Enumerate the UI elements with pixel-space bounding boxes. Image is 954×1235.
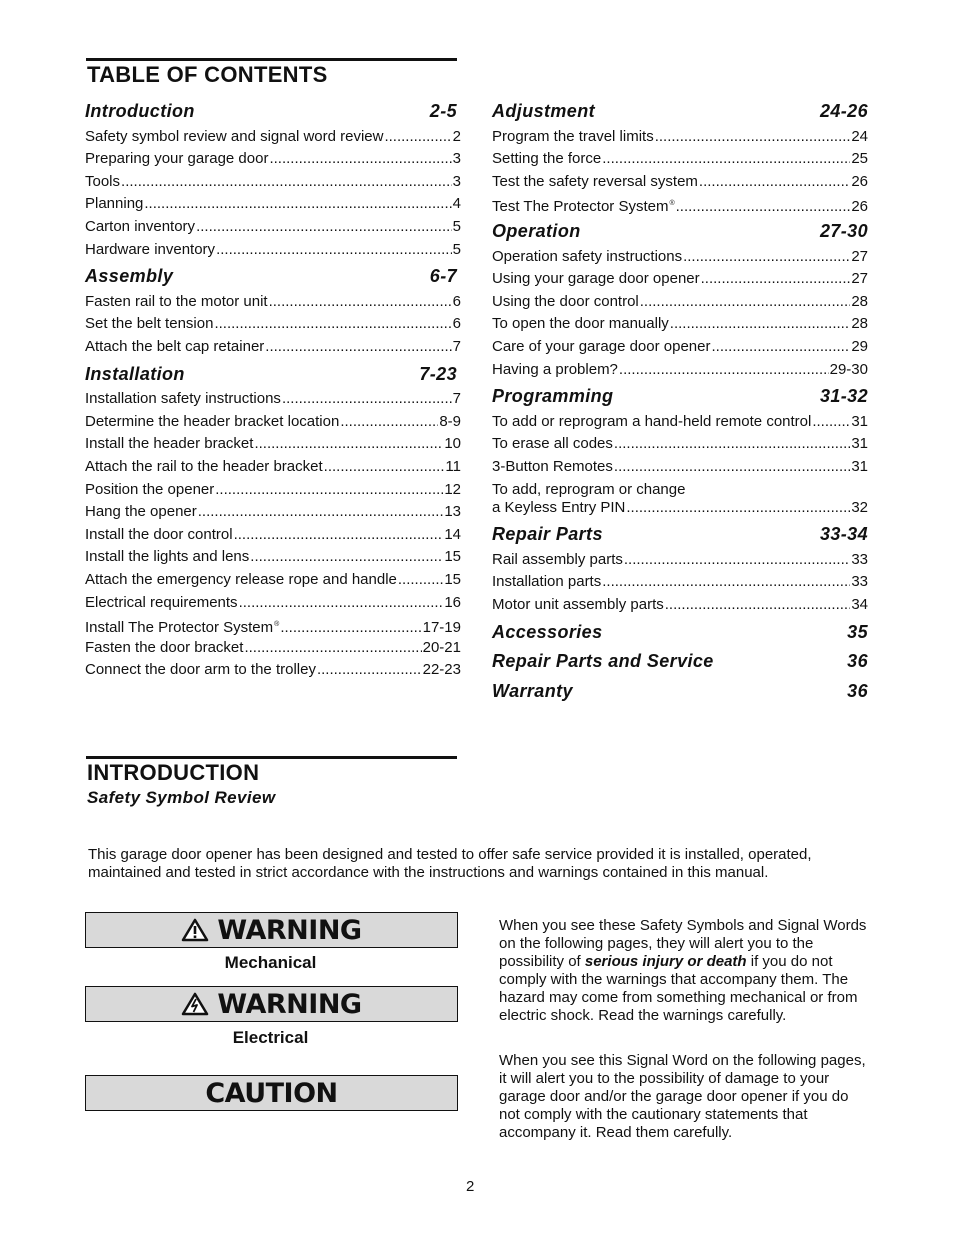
- toc-entry-label: Setting the force: [492, 150, 602, 167]
- toc-entry[interactable]: [492, 573, 868, 591]
- leader-dots: [144, 195, 451, 213]
- toc-entry[interactable]: [85, 571, 461, 589]
- toc-entry-page: 31: [851, 413, 868, 430]
- leader-dots: [121, 173, 452, 191]
- toc-entry-label: a Keyless Entry PIN: [492, 499, 626, 516]
- toc-entry-label: [85, 616, 279, 637]
- toc-entry[interactable]: [85, 315, 461, 333]
- toc-entry-page: 14: [444, 526, 461, 543]
- toc-entry-page: 15: [444, 571, 461, 588]
- toc-entry[interactable]: [85, 195, 461, 213]
- toc-entry[interactable]: [492, 150, 868, 168]
- toc-section-repair-parts-and-service[interactable]: [492, 651, 868, 672]
- leader-dots: [282, 390, 452, 408]
- toc-entry-label: Operation safety instructions: [492, 248, 683, 265]
- toc-entry-page: 26: [851, 173, 868, 190]
- leader-dots: [655, 128, 851, 146]
- toc-entry-label: Safety symbol review and signal word review: [85, 128, 384, 145]
- toc-entry-page: 25: [851, 150, 868, 167]
- leader-dots: [624, 551, 850, 569]
- toc-entry-page: 13: [444, 503, 461, 520]
- signal-word-explanation: When you see this Signal Word on the following pages, it will alert you to the possibility of damage to your garage door and/or the garage door opener if you do not comply with the cautionary statements that accompany it. Read them carefully.: [499, 1052, 866, 1141]
- intro-top-rule: [86, 756, 457, 759]
- electrical-hazard-icon: [181, 992, 209, 1016]
- toc-entry-label: To open the door manually: [492, 315, 669, 332]
- toc-entry[interactable]: [492, 596, 868, 614]
- toc-entry[interactable]: [85, 616, 461, 637]
- toc-entry[interactable]: [492, 293, 868, 311]
- symbols-text-before: When you see these Safety Symbols and Signal Words on the following pages, they will alert you to the possibility of: [499, 917, 867, 970]
- toc-entry-label: 3-Button Remotes: [492, 458, 613, 475]
- toc-section-installation: [85, 364, 457, 385]
- section-pages: 36: [847, 651, 868, 671]
- toc-entry-label: Install the header bracket: [85, 435, 254, 452]
- toc-entry[interactable]: [85, 548, 461, 566]
- leader-dots: [254, 435, 443, 453]
- leader-dots: [384, 128, 451, 146]
- leader-dots: [614, 458, 850, 476]
- section-title: Operation: [492, 221, 581, 241]
- leader-dots: [398, 571, 443, 589]
- leader-dots: [214, 315, 451, 333]
- toc-entry-page: 7: [452, 338, 461, 355]
- section-pages: 35: [847, 622, 868, 642]
- leader-dots: [812, 413, 850, 431]
- toc-entry-page: 31: [851, 458, 868, 475]
- toc-section-warranty[interactable]: [492, 681, 868, 702]
- toc-entry[interactable]: [492, 128, 868, 146]
- leader-dots: [619, 361, 829, 379]
- toc-entry-page: 2: [452, 128, 461, 145]
- toc-entry-page: 27: [851, 270, 868, 287]
- leader-dots: [196, 218, 452, 236]
- toc-entry-label: Attach the emergency release rope and handle: [85, 571, 397, 588]
- toc-entry-label: To add or reprogram a hand-held remote control: [492, 413, 812, 430]
- warning-text: WARNING: [217, 988, 362, 1020]
- toc-entry[interactable]: [492, 435, 868, 453]
- toc-entry-label: Motor unit assembly parts: [492, 596, 664, 613]
- toc-entry-page: 29: [851, 338, 868, 355]
- leader-dots: [614, 435, 850, 453]
- leader-dots: [665, 596, 851, 614]
- section-title: Adjustment: [492, 101, 595, 121]
- toc-entry[interactable]: [85, 218, 461, 236]
- toc-entry-label: Connect the door arm to the trolley: [85, 661, 316, 678]
- toc-entry-page: 4: [452, 195, 461, 212]
- toc-entry[interactable]: [492, 338, 868, 356]
- section-pages: 2-5: [429, 101, 457, 121]
- warning-text: WARNING: [217, 914, 362, 946]
- toc-entry[interactable]: [492, 195, 868, 216]
- toc-entry-page: 3: [452, 150, 461, 167]
- toc-entry[interactable]: [85, 435, 461, 453]
- toc-entry-page: 24: [851, 128, 868, 145]
- toc-section-introduction: [85, 101, 457, 122]
- toc-entry[interactable]: [85, 150, 461, 168]
- leader-dots: [265, 338, 451, 356]
- safety-symbols-explanation: [499, 917, 867, 1025]
- toc-entry[interactable]: [85, 458, 461, 476]
- section-title: Assembly: [85, 266, 174, 286]
- toc-entry-label: Program the travel limits: [492, 128, 654, 145]
- toc-entry-first-line: To add, reprogram or change: [492, 481, 686, 498]
- leader-dots: [711, 338, 850, 356]
- toc-entry-label: Install the lights and lens: [85, 548, 250, 565]
- toc-entry-page: 20-21: [422, 639, 461, 656]
- toc-entry[interactable]: [85, 503, 461, 521]
- section-title: Accessories: [492, 622, 603, 642]
- toc-section-assembly: [85, 266, 457, 287]
- toc-entry-label: Attach the belt cap retainer: [85, 338, 265, 355]
- warning-mechanical-label: [85, 912, 458, 948]
- toc-entry-page: 27: [851, 248, 868, 265]
- toc-entry[interactable]: [492, 499, 868, 517]
- section-pages: 27-30: [819, 221, 868, 241]
- toc-entry-page: 26: [851, 198, 868, 215]
- leader-dots: [198, 503, 444, 521]
- leader-dots: [670, 315, 851, 333]
- toc-section-programming: [492, 386, 868, 407]
- toc-section-accessories[interactable]: [492, 622, 868, 643]
- caution-text: CAUTION: [205, 1077, 338, 1109]
- toc-entry-page: 31: [851, 435, 868, 452]
- toc-entry-label: Having a problem?: [492, 361, 618, 378]
- toc-entry[interactable]: [492, 458, 868, 476]
- toc-top-rule: [86, 58, 457, 61]
- toc-entry-label: Carton inventory: [85, 218, 196, 235]
- leader-dots: [215, 481, 443, 499]
- leader-dots: [699, 173, 850, 191]
- mechanical-caption: Mechanical: [224, 953, 317, 972]
- section-pages: 24-26: [819, 101, 868, 121]
- toc-entry-page: 16: [444, 594, 461, 611]
- toc-entry-label: Using your garage door opener: [492, 270, 700, 287]
- toc-entry-page: 11: [445, 458, 461, 475]
- section-pages: 31-32: [819, 386, 868, 406]
- leader-dots: [239, 594, 444, 612]
- section-pages: 33-34: [819, 524, 868, 544]
- toc-entry-page: 8-9: [439, 413, 461, 430]
- page-number: 2: [466, 1178, 475, 1195]
- toc-entry[interactable]: [492, 248, 868, 266]
- toc-entry-page: 28: [851, 293, 868, 310]
- leader-dots: [683, 248, 850, 266]
- section-title: Repair Parts and Service: [492, 651, 714, 671]
- caution-label: [85, 1075, 458, 1111]
- toc-entry-page: 3: [452, 173, 461, 190]
- leader-dots: [216, 241, 452, 259]
- warning-electrical-label: [85, 986, 458, 1022]
- toc-entry-page: 33: [851, 551, 868, 568]
- toc-entry-label: Position the opener: [85, 481, 215, 498]
- label-text: Install The Protector System: [85, 619, 274, 636]
- toc-entry-label: Planning: [85, 195, 144, 212]
- toc-entry-label: Rail assembly parts: [492, 551, 623, 568]
- section-pages: 7-23: [419, 364, 457, 384]
- label-text: Test The Protector System: [492, 198, 669, 215]
- toc-entry-label: Attach the rail to the header bracket: [85, 458, 323, 475]
- leader-dots: [280, 619, 421, 637]
- toc-entry[interactable]: [492, 361, 868, 379]
- toc-entry-page: 12: [444, 481, 461, 498]
- leader-dots: [701, 270, 851, 288]
- toc-entry[interactable]: [85, 241, 461, 259]
- toc-entry-page: 22-23: [422, 661, 461, 678]
- section-title: Installation: [85, 364, 185, 384]
- toc-entry[interactable]: [85, 390, 461, 408]
- leader-dots: [234, 526, 444, 544]
- leader-dots: [244, 639, 421, 657]
- section-title: Programming: [492, 386, 614, 406]
- symbols-text-emphasis: serious injury or death: [584, 953, 747, 970]
- leader-dots: [269, 150, 451, 168]
- toc-entry[interactable]: [85, 594, 461, 612]
- toc-entry-page: 5: [452, 218, 461, 235]
- leader-dots: [269, 293, 452, 311]
- leader-dots: [602, 573, 850, 591]
- toc-entry-label: Test the safety reversal system: [492, 173, 698, 190]
- toc-entry-page: 17-19: [422, 619, 461, 636]
- toc-entry[interactable]: [85, 413, 461, 431]
- toc-entry-label: Determine the header bracket location: [85, 413, 340, 430]
- toc-entry-page: 5: [452, 241, 461, 258]
- section-title: Repair Parts: [492, 524, 603, 544]
- toc-entry[interactable]: [492, 413, 868, 431]
- toc-entry-label: Care of your garage door opener: [492, 338, 711, 355]
- toc-entry-label: Hang the opener: [85, 503, 197, 520]
- toc-entry-page: 29-30: [829, 361, 868, 378]
- leader-dots: [250, 548, 443, 566]
- toc-entry[interactable]: [85, 293, 461, 311]
- toc-entry-page: 6: [452, 293, 461, 310]
- toc-entry[interactable]: [85, 526, 461, 544]
- toc-section-adjustment: [492, 101, 868, 122]
- toc-entry-page: 32: [851, 499, 868, 516]
- leader-dots: [324, 458, 445, 476]
- registered-mark: ®: [274, 621, 280, 628]
- toc-entry-label: Hardware inventory: [85, 241, 216, 258]
- leader-dots: [676, 198, 851, 216]
- toc-entry-label: Fasten the door bracket: [85, 639, 244, 656]
- intro-subtitle: Safety Symbol Review: [87, 788, 276, 807]
- toc-entry-page: 33: [851, 573, 868, 590]
- toc-entry[interactable]: [492, 270, 868, 288]
- toc-entry-label: To erase all codes: [492, 435, 613, 452]
- leader-dots: [317, 661, 422, 679]
- toc-entry-label: Installation safety instructions: [85, 390, 281, 407]
- toc-entry-page: 15: [444, 548, 461, 565]
- toc-section-operation: [492, 221, 868, 242]
- toc-entry[interactable]: [85, 338, 461, 356]
- toc-entry-page: 7: [452, 390, 461, 407]
- toc-entry[interactable]: [85, 128, 461, 146]
- toc-title: TABLE OF CONTENTS: [87, 62, 328, 87]
- toc-entry[interactable]: [492, 551, 868, 569]
- section-title: Introduction: [85, 101, 195, 121]
- toc-entry-page: 28: [851, 315, 868, 332]
- toc-entry-label: Installation parts: [492, 573, 602, 590]
- intro-title: INTRODUCTION: [87, 760, 260, 785]
- intro-paragraph: This garage door opener has been designed and tested to offer safe service provided it is installed, operated, maintained and tested in strict accordance with the instructions and warnings contained in this manual.: [88, 846, 812, 881]
- leader-dots: [640, 293, 851, 311]
- leader-dots: [626, 499, 850, 517]
- toc-entry[interactable]: [85, 661, 461, 679]
- toc-entry-page: 34: [851, 596, 868, 613]
- toc-entry-label: Install the door control: [85, 526, 233, 543]
- section-title: Warranty: [492, 681, 573, 701]
- toc-entry-page: 6: [452, 315, 461, 332]
- leader-dots: [602, 150, 850, 168]
- section-pages: 6-7: [429, 266, 457, 286]
- toc-entry-label: Preparing your garage door: [85, 150, 269, 167]
- toc-entry-label: Using the door control: [492, 293, 639, 310]
- electrical-caption: Electrical: [232, 1028, 309, 1047]
- toc-entry[interactable]: [85, 639, 461, 657]
- toc-entry-label: Fasten rail to the motor unit: [85, 293, 268, 310]
- toc-entry[interactable]: [492, 173, 868, 191]
- toc-section-repair-parts: [492, 524, 868, 545]
- registered-mark: ®: [669, 200, 675, 207]
- toc-entry-page: 10: [444, 435, 461, 452]
- section-pages: 36: [847, 681, 868, 701]
- toc-entry-label: Set the belt tension: [85, 315, 214, 332]
- toc-entry[interactable]: [85, 481, 461, 499]
- toc-entry[interactable]: [492, 315, 868, 333]
- warning-triangle-icon: [181, 918, 209, 942]
- toc-entry-label: [492, 195, 675, 216]
- symbols-text-after: if you do not comply with the warnings that accompany them. The hazard may come from something mechanical or from electric shock. Read the warnings carefully.: [499, 953, 858, 1024]
- toc-entry[interactable]: [85, 173, 461, 191]
- toc-entry-label: Tools: [85, 173, 121, 190]
- leader-dots: [340, 413, 438, 431]
- toc-entry-label: Electrical requirements: [85, 594, 238, 611]
